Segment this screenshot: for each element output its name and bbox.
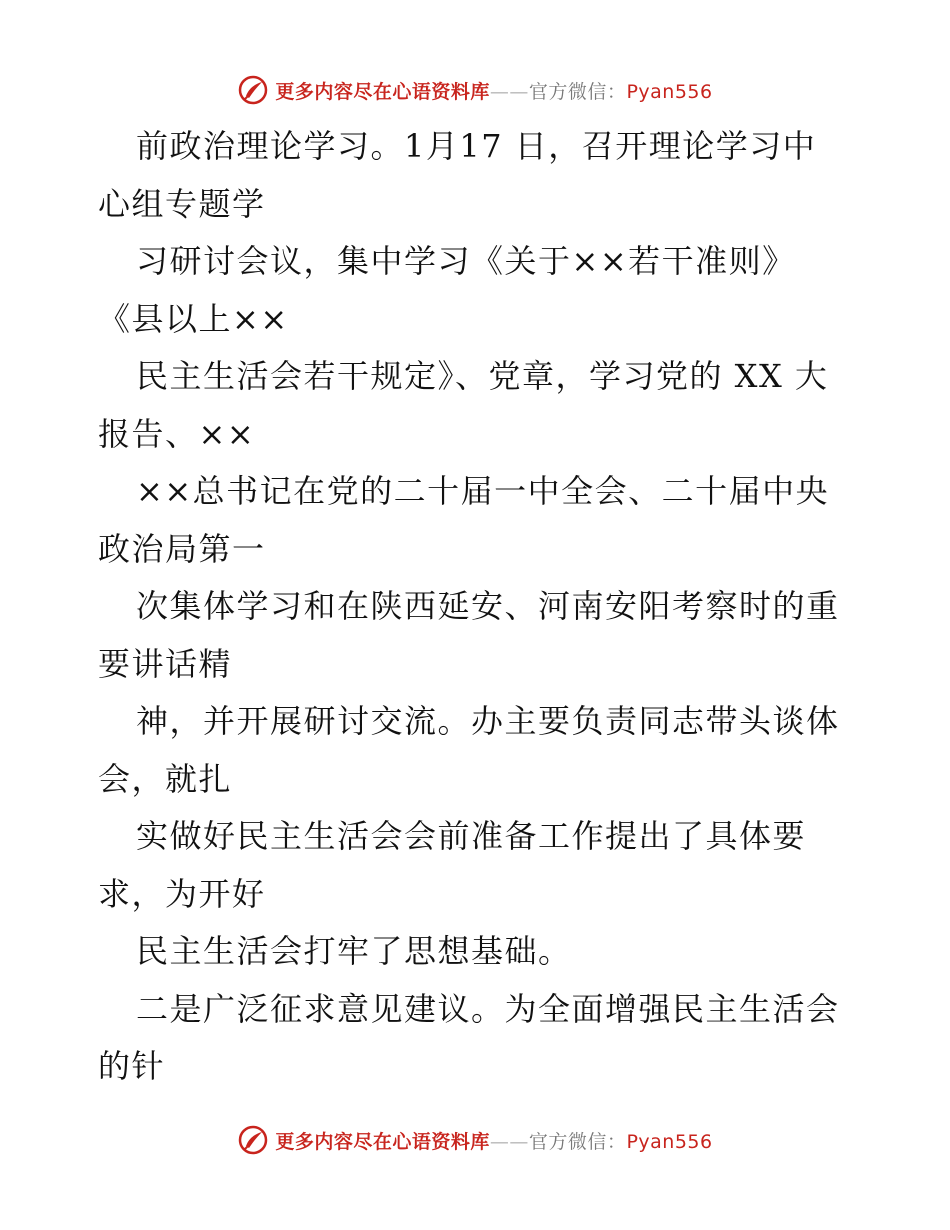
footer-watermark (0, 1120, 950, 1160)
body-line: 报告、×× (98, 414, 256, 453)
body-line: 实做好民主生活会会前准备工作提出了具体要 (136, 817, 807, 855)
body-line: 民主生活会若干规定》、党章，学习党的 XX 大 (136, 357, 829, 395)
body-line: 民主生活会打牢了思想基础。 (136, 932, 572, 970)
body-line: 心组专题学 (98, 184, 266, 223)
watermark-brand: 更多内容尽在心语资料库 (275, 80, 490, 103)
body-line: 求，为开好 (98, 874, 266, 913)
body-line: 的针 (98, 1047, 166, 1085)
brand-logo-icon (237, 1124, 269, 1156)
watermark-dash: —— (489, 80, 529, 103)
watermark-official-label: 官方微信： (528, 1130, 627, 1153)
document-body (98, 118, 858, 1096)
body-line: 神，并开展研讨交流。办主要负责同志带头谈体 (136, 702, 840, 740)
body-line: 会，就扎 (98, 759, 233, 798)
watermark-wechat-id: Pyan556 (626, 1130, 713, 1153)
body-line: 习研讨会议，集中学习《关于××若干准则》 (136, 242, 796, 280)
body-line: 《县以上×× (98, 299, 289, 338)
watermark-text (275, 1127, 712, 1154)
body-line: 次集体学习和在陕西延安、河南安阳考察时的重 (136, 587, 840, 625)
body-line: 前政治理论学习。1月17 日，召开理论学习中 (136, 127, 817, 165)
watermark-dash: —— (489, 1130, 529, 1153)
body-line: ××总书记在党的二十届一中全会、二十届中央 (136, 472, 830, 510)
watermark-brand: 更多内容尽在心语资料库 (275, 1130, 490, 1153)
body-line: 二是广泛征求意见建议。为全面增强民主生活会 (136, 989, 840, 1028)
watermark-text (275, 77, 712, 104)
watermark-wechat-id: Pyan556 (626, 80, 713, 103)
brand-logo-icon (237, 74, 269, 106)
watermark-official-label: 官方微信： (528, 80, 627, 103)
header-watermark (0, 70, 950, 110)
body-line: 要讲话精 (98, 644, 233, 683)
body-line: 政治局第一 (98, 529, 266, 568)
